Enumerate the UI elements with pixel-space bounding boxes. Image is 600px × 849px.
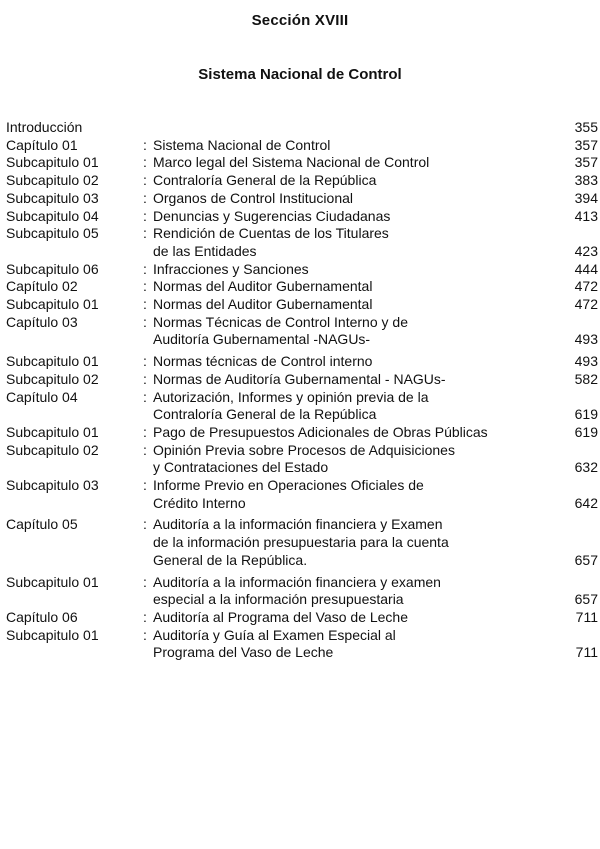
toc-entry-title-line: Normas técnicas de Control interno	[153, 353, 373, 370]
toc-entry-separator: :	[143, 477, 147, 494]
toc-entry-separator: :	[143, 441, 147, 458]
toc-entry-title-line: Opinión Previa sobre Procesos de Adquisiciones	[153, 441, 455, 458]
toc-entry-page: 711	[575, 644, 598, 661]
toc-entry-separator: :	[143, 608, 147, 625]
toc-entry-label: Subcapitulo 01	[6, 573, 99, 590]
toc-entry-label: Subcapitulo 01	[6, 353, 99, 370]
toc-entry-title-line: Infracciones y Sanciones	[153, 260, 309, 277]
toc-entry-page: 423	[574, 242, 598, 259]
toc-entry-separator: :	[143, 172, 147, 189]
toc-entry-title-line: Programa del Vaso de Leche	[153, 644, 334, 661]
toc-entry	[6, 190, 598, 208]
toc-entry-title	[153, 516, 538, 569]
toc-entry-separator: :	[143, 423, 147, 440]
toc-entry-title-line: Sistema Nacional de Control	[153, 136, 331, 153]
toc-entry-title-line: especial a la información presupuestaria	[153, 591, 404, 608]
toc-entry-title-line: General de la República.	[153, 551, 308, 568]
toc-entry	[6, 314, 598, 349]
toc-entry-page: 357	[574, 154, 598, 171]
toc-entry-title-line: Auditoría y Guía al Examen Especial al	[153, 626, 396, 643]
toc-entry-label: Capítulo 02	[6, 278, 78, 295]
table-of-contents	[6, 119, 598, 662]
toc-entry-label: Subcapitulo 03	[6, 477, 99, 494]
toc-entry-page: 472	[574, 278, 598, 295]
toc-entry-title-line: Auditoría a la información financiera y Examen	[153, 516, 443, 533]
toc-entry	[6, 627, 598, 662]
toc-entry-title	[153, 353, 538, 371]
toc-entry-label: Subcapitulo 01	[6, 296, 99, 313]
toc-entry-page: 619	[574, 423, 598, 440]
toc-entry-page: 383	[574, 172, 598, 189]
toc-entry-title	[153, 296, 538, 314]
toc-entry-title-line: Auditoría a la información financiera y examen	[153, 573, 441, 590]
toc-entry-title	[153, 574, 538, 609]
toc-entry-label: Subcapitulo 02	[6, 172, 99, 189]
toc-entry-label: Capítulo 04	[6, 388, 78, 405]
toc-entry-page: 632	[574, 459, 598, 476]
toc-entry-page: 394	[574, 189, 598, 206]
toc-entry-label: Subcapitulo 05	[6, 225, 99, 242]
toc-entry-page: 657	[574, 551, 598, 568]
toc-entry-label: Introducción	[6, 119, 83, 135]
toc-entry-label: Subcapitulo 04	[6, 207, 99, 224]
toc-entry-page: 582	[574, 370, 598, 387]
toc-entry	[6, 371, 598, 389]
toc-entry-separator: :	[143, 516, 147, 533]
toc-entry-title-line: Autorización, Informes y opinión previa de la	[153, 388, 429, 405]
toc-entry	[6, 389, 598, 424]
toc-entry-label: Subcapitulo 06	[6, 260, 99, 277]
toc-entry-title	[153, 172, 538, 190]
toc-entry-separator: :	[143, 370, 147, 387]
toc-entry-title-line: Auditoría al Programa del Vaso de Leche	[153, 608, 409, 625]
section-title: Sección XVIII	[251, 12, 349, 29]
toc-entry-title-line: Rendición de Cuentas de los Titulares	[153, 225, 389, 242]
toc-entry	[6, 225, 598, 260]
toc-entry-title	[153, 154, 538, 172]
toc-entry-title	[153, 389, 538, 424]
toc-entry	[6, 137, 598, 155]
toc-entry-label: Capítulo 06	[6, 608, 78, 625]
toc-entry-page: 413	[574, 207, 598, 224]
toc-entry-page: 357	[574, 136, 598, 153]
toc-entry-separator: :	[143, 388, 147, 405]
toc-entry-title	[153, 190, 538, 208]
toc-entry-label: Capítulo 05	[6, 516, 78, 533]
toc-entry-title	[153, 424, 538, 442]
toc-entry-separator: :	[143, 278, 147, 295]
toc-entry	[6, 296, 598, 314]
toc-entry-separator: :	[143, 313, 147, 330]
toc-entry-separator: :	[143, 260, 147, 277]
toc-entry-page: 493	[574, 331, 598, 348]
toc-entry-title	[153, 477, 538, 512]
toc-entry-label: Subcapitulo 01	[6, 626, 99, 643]
toc-entry	[6, 261, 598, 279]
toc-entry-page: 444	[574, 260, 598, 277]
toc-entry	[6, 424, 598, 442]
toc-entry-title	[153, 627, 538, 662]
toc-entry-separator: :	[143, 136, 147, 153]
toc-entry-page: 493	[574, 353, 598, 370]
toc-entry-title-line: Contraloría General de la República	[153, 406, 377, 423]
toc-entry-label: Subcapitulo 01	[6, 154, 99, 171]
toc-entry-title-line: Normas Técnicas de Control Interno y de	[153, 313, 408, 330]
toc-entry-separator: :	[143, 296, 147, 313]
toc-entry-title	[153, 119, 538, 137]
toc-entry-title-line: Organos de Control Institucional	[153, 189, 353, 206]
toc-entry-page: 355	[574, 119, 598, 135]
toc-entry	[6, 353, 598, 371]
toc-entry-page: 711	[575, 608, 598, 625]
toc-entry-separator: :	[143, 626, 147, 643]
section-subtitle: Sistema Nacional de Control	[198, 66, 402, 83]
toc-entry	[6, 172, 598, 190]
toc-entry	[6, 208, 598, 226]
toc-entry-title	[153, 609, 538, 627]
toc-entry-title-line	[153, 119, 538, 137]
toc-entry-title	[153, 442, 538, 477]
toc-entry-title-line: Marco legal del Sistema Nacional de Control	[153, 154, 430, 171]
toc-entry	[6, 154, 598, 172]
toc-entry-page: 642	[574, 494, 598, 511]
toc-entry-title-line: Contraloría General de la República	[153, 172, 377, 189]
toc-entry-label: Subcapitulo 01	[6, 423, 99, 440]
toc-entry-label: Subcapitulo 02	[6, 441, 99, 458]
toc-entry-label: Subcapitulo 03	[6, 189, 99, 206]
toc-entry-title-line: de la información presupuestaria para la cuenta	[153, 534, 449, 551]
toc-entry-title-line: de las Entidades	[153, 242, 257, 259]
toc-entry-title	[153, 278, 538, 296]
toc-entry-page: 619	[574, 406, 598, 423]
toc-entry-title	[153, 225, 538, 260]
toc-entry-label: Capítulo 01	[6, 136, 78, 153]
toc-entry-title	[153, 314, 538, 349]
toc-entry	[6, 442, 598, 477]
toc-entry-title-line: Normas del Auditor Gubernamental	[153, 278, 373, 295]
toc-entry-title	[153, 208, 538, 226]
toc-entry-page: 472	[574, 296, 598, 313]
toc-entry	[6, 516, 598, 569]
toc-entry-title-line: Crédito Interno	[153, 494, 246, 511]
toc-entry-separator: :	[143, 353, 147, 370]
toc-entry-separator: :	[143, 225, 147, 242]
toc-entry-title-line: Normas del Auditor Gubernamental	[153, 296, 373, 313]
toc-entry-separator: :	[143, 189, 147, 206]
toc-entry	[6, 119, 598, 137]
toc-entry-separator: :	[143, 154, 147, 171]
toc-entry	[6, 609, 598, 627]
toc-entry-title-line: y Contrataciones del Estado	[153, 459, 329, 476]
toc-entry-title-line: Pago de Presupuestos Adicionales de Obras Públicas	[153, 423, 488, 440]
toc-entry-title	[153, 261, 538, 279]
toc-entry-title	[153, 371, 538, 389]
toc-entry-separator: :	[143, 573, 147, 590]
toc-entry	[6, 278, 598, 296]
toc-entry-label: Subcapitulo 02	[6, 370, 99, 387]
toc-entry-title-line: Informe Previo en Operaciones Oficiales de	[153, 477, 424, 494]
toc-entry-page: 657	[574, 591, 598, 608]
toc-entry	[6, 574, 598, 609]
toc-entry-title	[153, 137, 538, 155]
toc-entry	[6, 477, 598, 512]
toc-entry-title-line: Denuncias y Sugerencias Ciudadanas	[153, 207, 391, 224]
toc-entry-label: Capítulo 03	[6, 313, 78, 330]
toc-entry-title-line: Normas de Auditoría Gubernamental - NAGUs-	[153, 370, 446, 387]
toc-entry-title-line: Auditoría Gubernamental -NAGUs-	[153, 331, 371, 348]
toc-entry-separator: :	[143, 207, 147, 224]
